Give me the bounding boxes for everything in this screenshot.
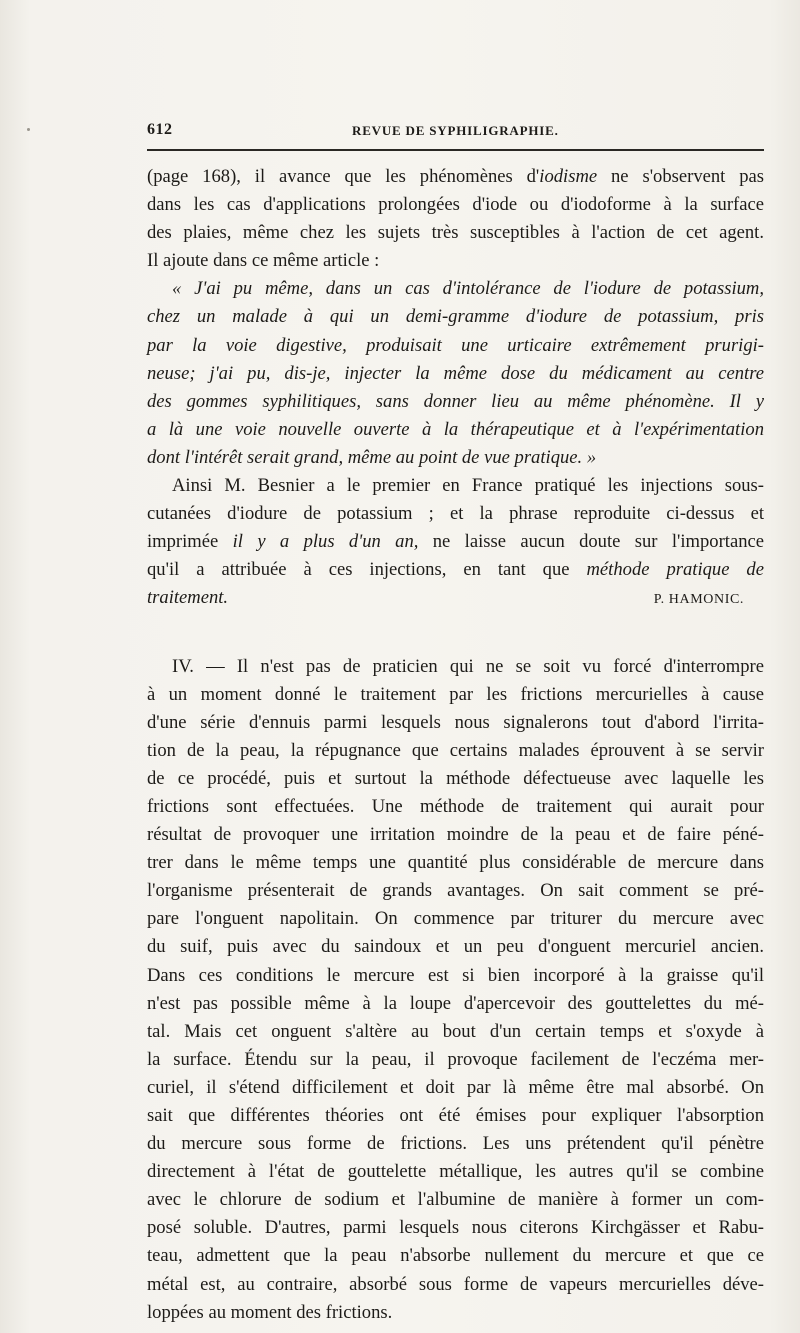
text-line: l'organisme présenterait de grands avantages. On sait comment se pré- [147, 880, 764, 902]
section-iv [147, 653, 764, 1327]
signature-row [147, 584, 764, 614]
text-line: imprimée il y a plus d'un an, ne laisse aucun doute sur l'importance [147, 531, 764, 553]
quote-line: dont l'intérêt serait grand, même au point de vue pratique. » [147, 446, 597, 468]
quote-line: des gommes syphilitiques, sans donner lieu au même phénomène. Il y [147, 390, 764, 412]
text-line: à un moment donné le traitement par les frictions mercurielles à cause [147, 683, 764, 705]
text-line: tal. Mais cet onguent s'altère au bout d'un certain temps et s'oxyde à [147, 1020, 764, 1042]
text-line: directement à l'état de gouttelette métallique, les autres qu'il se combine [147, 1161, 764, 1183]
text-line: Ainsi M. Besnier a le premier en France pratiqué les injections sous- [172, 475, 764, 497]
text-line: trer dans le même temps une quantité plus considérable de mercure dans [147, 852, 764, 874]
page-header [147, 121, 764, 143]
paragraph-intro [147, 163, 764, 275]
text-line: Dans ces conditions le mercure est si bien incorporé à la graisse qu'il [147, 964, 764, 986]
text-line: d'une série d'ennuis parmi lesquels nous signalerons tout d'abord l'irrita- [147, 711, 764, 733]
header-rule [147, 149, 764, 151]
text-line: tion de la peau, la répugnance que certains malades éprouvent à se servir [147, 739, 764, 761]
text-line: qu'il a attribuée à ces injections, en tant que méthode pratique de [147, 559, 764, 581]
text-line: métal est, au contraire, absorbé sous forme de vapeurs mercurielles déve- [147, 1273, 764, 1295]
text-line: posé soluble. D'autres, parmi lesquels nous citerons Kirchgässer et Rabu- [147, 1217, 764, 1239]
text-line: du mercure sous forme de frictions. Les uns prétendent qu'il pénètre [147, 1133, 764, 1155]
page-number: 612 [147, 121, 173, 138]
text-line: loppées au moment des frictions. [147, 1301, 393, 1323]
text-line: frictions sont effectuées. Une méthode de traitement qui aurait pour [147, 795, 764, 817]
author-signature: P. HAMONIC. [653, 592, 744, 608]
text-line: teau, admettent que la peau n'absorbe nullement du mercure et que ce [147, 1245, 764, 1267]
text-line: n'est pas possible même à la loupe d'apercevoir des gouttelettes du mé- [147, 992, 764, 1014]
text-line: avec le chlorure de sodium et l'albumine de manière à former un com- [147, 1189, 764, 1211]
text-line: (page 168), il avance que les phénomènes d'iodisme ne s'observent pas [147, 166, 765, 187]
text-line: traitement. [147, 587, 229, 609]
text-line: résultat de provoquer une irritation moindre de la peau et de faire péné- [147, 824, 764, 846]
text-line: pare l'onguent napolitain. On commence par triturer du mercure avec [147, 908, 764, 930]
body-text [147, 163, 764, 1327]
text-line: curiel, il s'étend difficilement et doit par là même être mal absorbé. On [147, 1076, 764, 1098]
text-line: cutanées d'iodure de potassium ; et la phrase reproduite ci-dessus et [147, 503, 764, 525]
quote-line: chez un malade à qui un demi-gramme d'iodure de potassium, pris [147, 306, 764, 328]
paragraph-besnier [147, 472, 764, 614]
running-head: REVUE DE SYPHILIGRAPHIE. [352, 123, 559, 138]
section-gap [147, 615, 764, 653]
text-line: sait que différentes théories ont été émises pour expliquer l'absorption [147, 1105, 764, 1126]
margin-speck [27, 128, 30, 131]
quote-line: par la voie digestive, produisait une urticaire extrêmement prurigi- [147, 334, 764, 356]
quotation [147, 275, 764, 472]
quote-line: a là une voie nouvelle ouverte à la thérapeutique et à l'expérimentation [147, 418, 764, 440]
text-line: de ce procédé, puis et surtout la méthode défectueuse avec laquelle les [147, 767, 764, 789]
text-line: Il ajoute dans ce même article : [147, 250, 380, 272]
text-line: dans les cas d'applications prolongées d'iode ou d'iodoforme à la surface [147, 194, 764, 216]
quote-line: « J'ai pu même, dans un cas d'intolérance de l'iodure de potassium, [172, 278, 764, 300]
text-line: la surface. Étendu sur la peau, il provoque facilement de l'eczéma mer- [147, 1048, 764, 1070]
text-line: IV. — Il n'est pas de praticien qui ne se soit vu forcé d'interrompre [172, 655, 764, 677]
text-line: des plaies, même chez les sujets très susceptibles à l'action de cet agent. [147, 222, 764, 244]
quote-line: neuse; j'ai pu, dis-je, injecter la même dose du médicament au centre [147, 362, 764, 384]
text-line: du suif, puis avec du saindoux et un peu d'onguent mercuriel ancien. [147, 936, 764, 958]
